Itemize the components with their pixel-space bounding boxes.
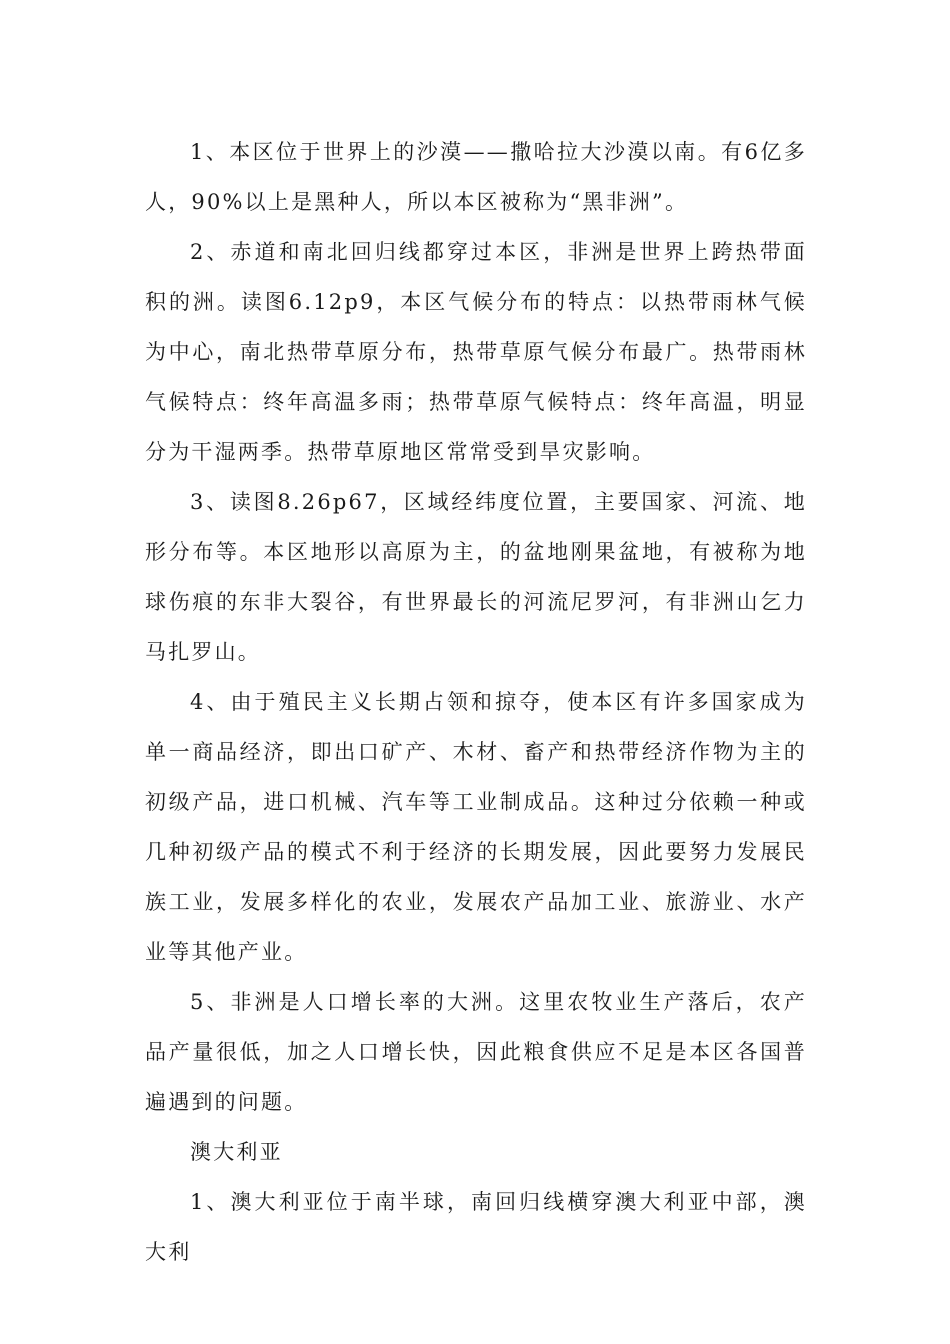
- paragraph-5: 5、非洲是人口增长率的大洲。这里农牧业生产落后，农产品产量很低，加之人口增长快，因此粮食供应不足是本区各国普遍遇到的问题。: [145, 990, 807, 1114]
- section-paragraph-1: 1、澳大利亚位于南半球，南回归线横穿澳大利亚中部，澳大利: [145, 1190, 807, 1264]
- paragraph-2: 2、赤道和南北回归线都穿过本区，非洲是世界上跨热带面积的洲。读图6.12p9，本区气候分布的特点：以热带雨林气候为中心，南北热带草原分布，热带草原气候分布最广。热带雨林气候特点：终年高温多雨；热带草原气候特点：终年高温，明显分为干湿两季。热带草原地区常常受到旱灾影响。: [145, 240, 807, 464]
- paragraph-3: 3、读图8.26p67，区域经纬度位置，主要国家、河流、地形分布等。本区地形以高原为主，的盆地刚果盆地，有被称为地球伤痕的东非大裂谷，有世界最长的河流尼罗河，有非洲山乞力马扎罗山。: [145, 490, 807, 664]
- document-body: [145, 127, 807, 1277]
- section-heading: 澳大利亚: [190, 1140, 283, 1164]
- paragraph-1: 1、本区位于世界上的沙漠——撒哈拉大沙漠以南。有6亿多人，90%以上是黑种人，所以本区被称为“黑非洲”。: [145, 140, 807, 214]
- paragraph-4: 4、由于殖民主义长期占领和掠夺，使本区有许多国家成为单一商品经济，即出口矿产、木材、畜产和热带经济作物为主的初级产品，进口机械、汽车等工业制成品。这种过分依赖一种或几种初级产品的模式不利于经济的长期发展，因此要努力发展民族工业，发展多样化的农业，发展农产品加工业、旅游业、水产业等其他产业。: [145, 690, 807, 964]
